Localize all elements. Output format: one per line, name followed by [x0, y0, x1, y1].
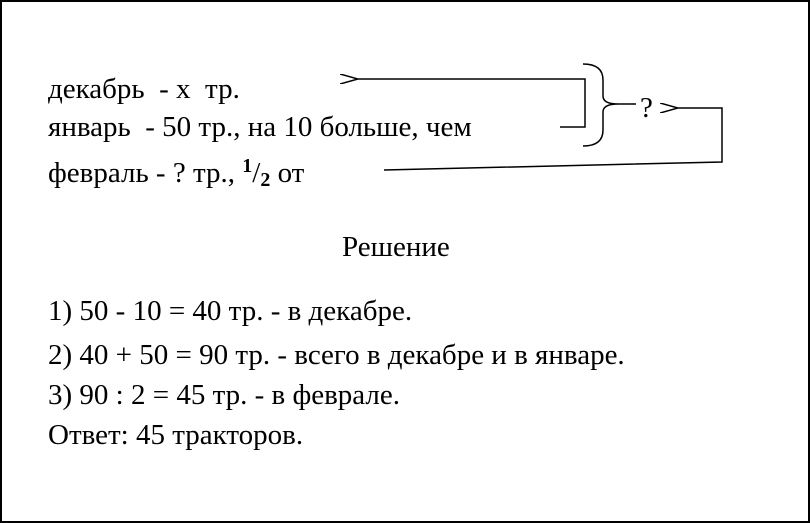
- solution-heading: Решение: [342, 231, 450, 263]
- solution-step-1: 1) 50 - 10 = 40 тр. - в декабре.: [48, 295, 413, 327]
- solution-step-2: 2) 40 + 50 = 90 тр. - всего в декабре и в январе.: [48, 339, 625, 371]
- february-text: февраль - ? тр.,: [48, 157, 243, 189]
- fraction-denominator: 2: [260, 169, 271, 191]
- curly-brace: [583, 64, 618, 146]
- fraction-slash: /: [252, 157, 261, 189]
- question-mark: ?: [640, 92, 653, 124]
- answer-line: Ответ: 45 тракторов.: [48, 419, 304, 451]
- december-line: декабрь - х тр.: [48, 73, 240, 105]
- fraction-numerator: 1: [242, 155, 253, 177]
- february-tail: от: [270, 157, 305, 189]
- solution-step-3: 3) 90 : 2 = 45 тр. - в феврале.: [48, 379, 401, 411]
- february-to-question-arrow: [384, 108, 722, 170]
- january-line: январь - 50 тр., на 10 больше, чем: [48, 111, 472, 143]
- january-to-december-arrow: [358, 79, 585, 127]
